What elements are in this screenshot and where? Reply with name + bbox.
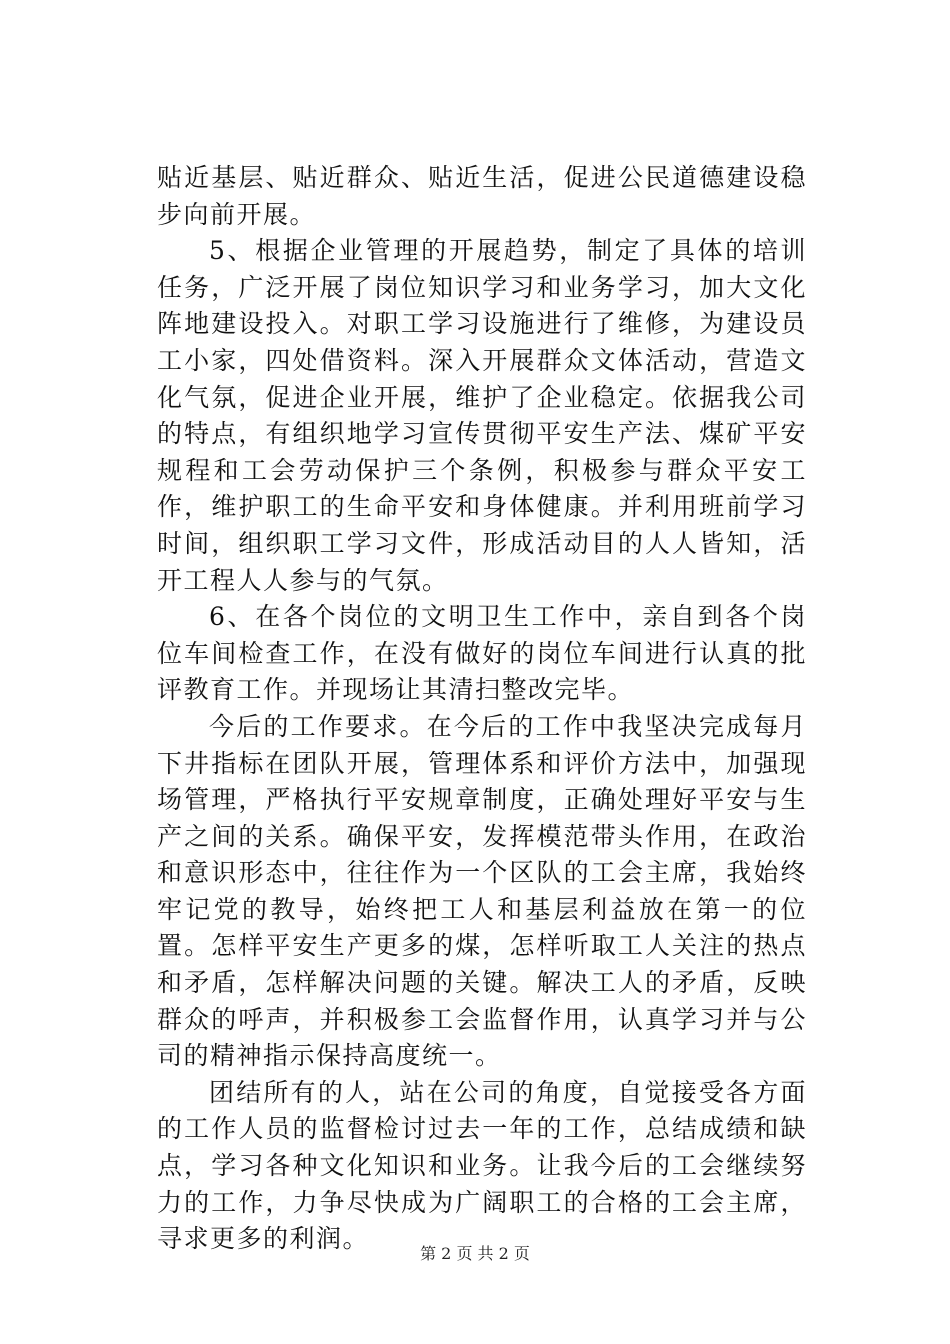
paragraph-conclusion: 团结所有的人，站在公司的角度，自觉接受各方面的工作人员的监督检讨过去一年的工作，总结成绩和缺点，学习各种文化知识和业务。让我今后的工会继续努力的工作，力争尽快成为广阔职工的合格的工会主席，寻求更多的利润。 [157,1077,807,1254]
paragraph-continuation: 贴近基层、贴近群众、贴近生活，促进公民道德建设稳步向前开展。 [157,163,807,229]
page-number-footer: 第 2 页 共 2 页 [420,1244,530,1263]
paragraph-item-6: 6、在各个岗位的文明卫生工作中，亲自到各个岗位车间检查工作，在没有做好的岗位车间进行认真的批评教育工作。并现场让其清扫整改完毕。 [157,602,807,705]
document-body [157,160,807,1258]
paragraph-future-requirements: 今后的工作要求。在今后的工作中我坚决完成每月下井指标在团队开展，管理体系和评价方法中，加强现场管理，严格执行平安规章制度，正确处理好平安与生产之间的关系。确保平安，发挥模范带头作用，在政治和意识形态中，往往作为一个区队的工会主席，我始终牢记党的教导，始终把工人和基层利益放在第一的位置。怎样平安生产更多的煤，怎样听取工人关注的热点和矛盾，怎样解决问题的关键。解决工人的矛盾，反映群众的呼声，并积极参工会监督作用，认真学习并与公司的精神指示保持高度统一。 [157,711,807,1071]
paragraph-item-5: 5、根据企业管理的开展趋势，制定了具体的培训任务，广泛开展了岗位知识学习和业务学习，加大文化阵地建设投入。对职工学习设施进行了维修，为建设员工小家，四处借资料。深入开展群众文体活动，营造文化气氛，促进企业开展，维护了企业稳定。依据我公司的特点，有组织地学习宣传贯彻平安生产法、煤矿平安规程和工会劳动保护三个条例，积极参与群众平安工作，维护职工的生命平安和身体健康。并利用班前学习时间，组织职工学习文件，形成活动目的人人皆知，活开工程人人参与的气氛。 [157,236,807,595]
